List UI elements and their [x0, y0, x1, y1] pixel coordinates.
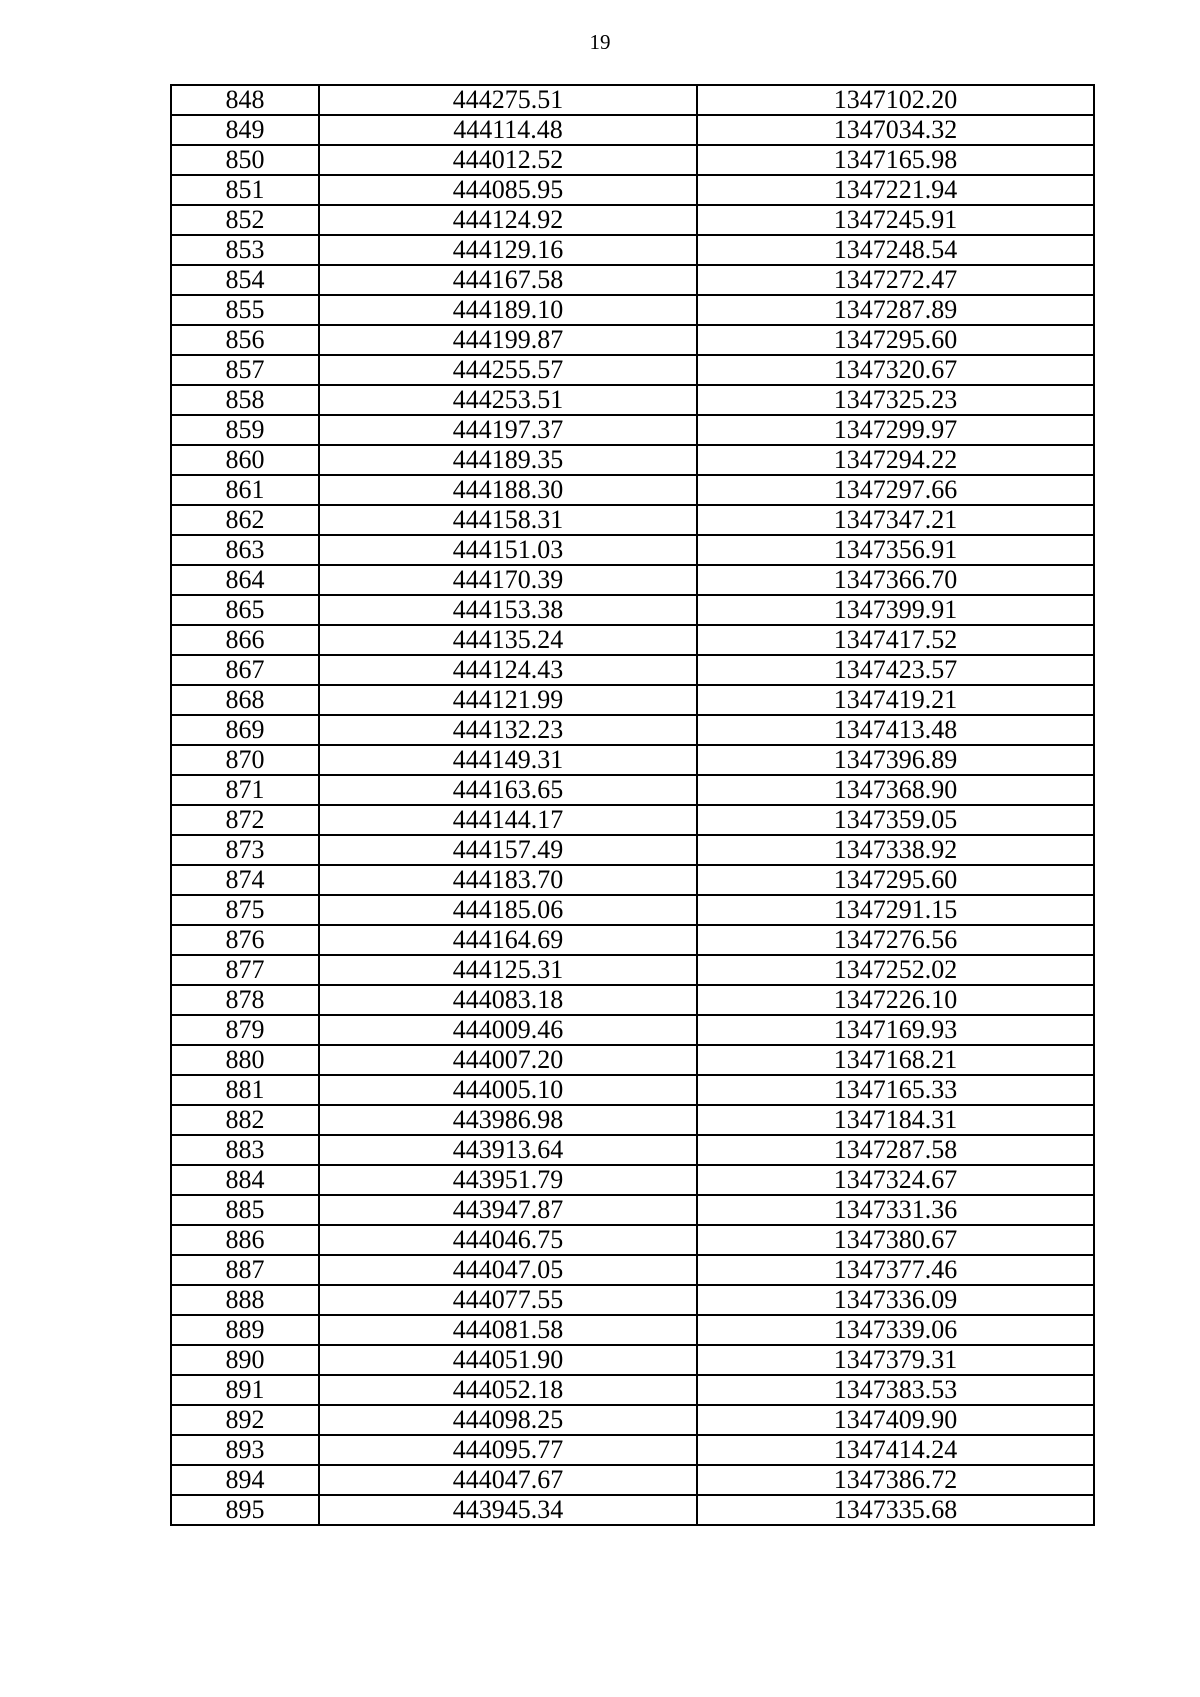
- point-number-cell: 880: [171, 1045, 319, 1075]
- x-coordinate-cell: 444197.37: [319, 415, 697, 445]
- point-number-cell: 854: [171, 265, 319, 295]
- y-coordinate-cell: 1347252.02: [697, 955, 1094, 985]
- point-number-cell: 889: [171, 1315, 319, 1345]
- table-row: [171, 295, 1094, 325]
- x-coordinate-cell: 444081.58: [319, 1315, 697, 1345]
- x-coordinate-cell: 444124.43: [319, 655, 697, 685]
- table-row: [171, 505, 1094, 535]
- x-coordinate-cell: 444149.31: [319, 745, 697, 775]
- y-coordinate-cell: 1347417.52: [697, 625, 1094, 655]
- point-number-cell: 869: [171, 715, 319, 745]
- x-coordinate-cell: 444083.18: [319, 985, 697, 1015]
- x-coordinate-cell: 444114.48: [319, 115, 697, 145]
- x-coordinate-cell: 444132.23: [319, 715, 697, 745]
- y-coordinate-cell: 1347336.09: [697, 1285, 1094, 1315]
- x-coordinate-cell: 444158.31: [319, 505, 697, 535]
- table-row: [171, 85, 1094, 115]
- y-coordinate-cell: 1347423.57: [697, 655, 1094, 685]
- point-number-cell: 874: [171, 865, 319, 895]
- table-row: [171, 355, 1094, 385]
- x-coordinate-cell: 444189.10: [319, 295, 697, 325]
- x-coordinate-cell: 444077.55: [319, 1285, 697, 1315]
- point-number-cell: 886: [171, 1225, 319, 1255]
- x-coordinate-cell: 444275.51: [319, 85, 697, 115]
- point-number-cell: 891: [171, 1375, 319, 1405]
- point-number-cell: 887: [171, 1255, 319, 1285]
- point-number-cell: 859: [171, 415, 319, 445]
- table-row: [171, 715, 1094, 745]
- point-number-cell: 863: [171, 535, 319, 565]
- point-number-cell: 870: [171, 745, 319, 775]
- point-number-cell: 879: [171, 1015, 319, 1045]
- table-row: [171, 805, 1094, 835]
- point-number-cell: 855: [171, 295, 319, 325]
- point-number-cell: 876: [171, 925, 319, 955]
- y-coordinate-cell: 1347226.10: [697, 985, 1094, 1015]
- point-number-cell: 878: [171, 985, 319, 1015]
- coordinate-table-body: [171, 85, 1094, 1525]
- point-number-cell: 866: [171, 625, 319, 655]
- y-coordinate-cell: 1347386.72: [697, 1465, 1094, 1495]
- table-row: [171, 685, 1094, 715]
- point-number-cell: 852: [171, 205, 319, 235]
- x-coordinate-cell: 444005.10: [319, 1075, 697, 1105]
- table-row: [171, 1375, 1094, 1405]
- point-number-cell: 888: [171, 1285, 319, 1315]
- x-coordinate-cell: 444188.30: [319, 475, 697, 505]
- x-coordinate-cell: 444144.17: [319, 805, 697, 835]
- point-number-cell: 872: [171, 805, 319, 835]
- table-row: [171, 1225, 1094, 1255]
- table-row: [171, 415, 1094, 445]
- table-row: [171, 595, 1094, 625]
- point-number-cell: 853: [171, 235, 319, 265]
- table-row: [171, 175, 1094, 205]
- x-coordinate-cell: 444163.65: [319, 775, 697, 805]
- point-number-cell: 865: [171, 595, 319, 625]
- point-number-cell: 890: [171, 1345, 319, 1375]
- table-row: [171, 1285, 1094, 1315]
- table-row: [171, 1045, 1094, 1075]
- x-coordinate-cell: 444047.05: [319, 1255, 697, 1285]
- table-row: [171, 1495, 1094, 1525]
- table-row: [171, 115, 1094, 145]
- y-coordinate-cell: 1347419.21: [697, 685, 1094, 715]
- x-coordinate-cell: 444009.46: [319, 1015, 697, 1045]
- y-coordinate-cell: 1347413.48: [697, 715, 1094, 745]
- table-row: [171, 1075, 1094, 1105]
- y-coordinate-cell: 1347102.20: [697, 85, 1094, 115]
- x-coordinate-cell: 444183.70: [319, 865, 697, 895]
- point-number-cell: 856: [171, 325, 319, 355]
- table-row: [171, 235, 1094, 265]
- page-number: 19: [589, 30, 611, 54]
- x-coordinate-cell: 444253.51: [319, 385, 697, 415]
- table-row: [171, 1135, 1094, 1165]
- table-row: [171, 565, 1094, 595]
- x-coordinate-cell: 444135.24: [319, 625, 697, 655]
- x-coordinate-cell: 444121.99: [319, 685, 697, 715]
- table-row: [171, 1345, 1094, 1375]
- y-coordinate-cell: 1347299.97: [697, 415, 1094, 445]
- point-number-cell: 883: [171, 1135, 319, 1165]
- x-coordinate-cell: 444098.25: [319, 1405, 697, 1435]
- y-coordinate-cell: 1347294.22: [697, 445, 1094, 475]
- y-coordinate-cell: 1347377.46: [697, 1255, 1094, 1285]
- point-number-cell: 875: [171, 895, 319, 925]
- point-number-cell: 884: [171, 1165, 319, 1195]
- x-coordinate-cell: 444047.67: [319, 1465, 697, 1495]
- x-coordinate-cell: 444007.20: [319, 1045, 697, 1075]
- point-number-cell: 850: [171, 145, 319, 175]
- x-coordinate-cell: 443945.34: [319, 1495, 697, 1525]
- point-number-cell: 848: [171, 85, 319, 115]
- table-row: [171, 1435, 1094, 1465]
- x-coordinate-cell: 444129.16: [319, 235, 697, 265]
- y-coordinate-cell: 1347366.70: [697, 565, 1094, 595]
- table-row: [171, 625, 1094, 655]
- y-coordinate-cell: 1347414.24: [697, 1435, 1094, 1465]
- y-coordinate-cell: 1347295.60: [697, 865, 1094, 895]
- y-coordinate-cell: 1347297.66: [697, 475, 1094, 505]
- x-coordinate-cell: 444085.95: [319, 175, 697, 205]
- table-row: [171, 1315, 1094, 1345]
- x-coordinate-cell: 444012.52: [319, 145, 697, 175]
- table-row: [171, 1465, 1094, 1495]
- table-row: [171, 1255, 1094, 1285]
- table-row: [171, 1165, 1094, 1195]
- y-coordinate-cell: 1347165.33: [697, 1075, 1094, 1105]
- y-coordinate-cell: 1347383.53: [697, 1375, 1094, 1405]
- table-row: [171, 265, 1094, 295]
- y-coordinate-cell: 1347399.91: [697, 595, 1094, 625]
- table-row: [171, 865, 1094, 895]
- point-number-cell: 861: [171, 475, 319, 505]
- point-number-cell: 892: [171, 1405, 319, 1435]
- point-number-cell: 877: [171, 955, 319, 985]
- table-row: [171, 1195, 1094, 1225]
- x-coordinate-cell: 443986.98: [319, 1105, 697, 1135]
- y-coordinate-cell: 1347248.54: [697, 235, 1094, 265]
- y-coordinate-cell: 1347396.89: [697, 745, 1094, 775]
- y-coordinate-cell: 1347347.21: [697, 505, 1094, 535]
- y-coordinate-cell: 1347324.67: [697, 1165, 1094, 1195]
- point-number-cell: 881: [171, 1075, 319, 1105]
- x-coordinate-cell: 443913.64: [319, 1135, 697, 1165]
- point-number-cell: 894: [171, 1465, 319, 1495]
- y-coordinate-cell: 1347295.60: [697, 325, 1094, 355]
- x-coordinate-cell: 444167.58: [319, 265, 697, 295]
- point-number-cell: 858: [171, 385, 319, 415]
- point-number-cell: 849: [171, 115, 319, 145]
- table-row: [171, 1015, 1094, 1045]
- y-coordinate-cell: 1347325.23: [697, 385, 1094, 415]
- table-row: [171, 745, 1094, 775]
- y-coordinate-cell: 1347169.93: [697, 1015, 1094, 1045]
- table-row: [171, 895, 1094, 925]
- point-number-cell: 882: [171, 1105, 319, 1135]
- table-row: [171, 535, 1094, 565]
- point-number-cell: 860: [171, 445, 319, 475]
- x-coordinate-cell: 443947.87: [319, 1195, 697, 1225]
- point-number-cell: 867: [171, 655, 319, 685]
- point-number-cell: 851: [171, 175, 319, 205]
- x-coordinate-cell: 444051.90: [319, 1345, 697, 1375]
- table-row: [171, 655, 1094, 685]
- y-coordinate-cell: 1347331.36: [697, 1195, 1094, 1225]
- point-number-cell: 871: [171, 775, 319, 805]
- x-coordinate-cell: 444199.87: [319, 325, 697, 355]
- coordinate-table: [170, 84, 1095, 1526]
- x-coordinate-cell: 444164.69: [319, 925, 697, 955]
- table-row: [171, 445, 1094, 475]
- y-coordinate-cell: 1347165.98: [697, 145, 1094, 175]
- y-coordinate-cell: 1347276.56: [697, 925, 1094, 955]
- table-row: [171, 385, 1094, 415]
- point-number-cell: 864: [171, 565, 319, 595]
- point-number-cell: 862: [171, 505, 319, 535]
- point-number-cell: 895: [171, 1495, 319, 1525]
- x-coordinate-cell: 444157.49: [319, 835, 697, 865]
- y-coordinate-cell: 1347272.47: [697, 265, 1094, 295]
- point-number-cell: 857: [171, 355, 319, 385]
- table-row: [171, 985, 1094, 1015]
- x-coordinate-cell: 444185.06: [319, 895, 697, 925]
- table-row: [171, 325, 1094, 355]
- table-row: [171, 145, 1094, 175]
- x-coordinate-cell: 444170.39: [319, 565, 697, 595]
- x-coordinate-cell: 443951.79: [319, 1165, 697, 1195]
- table-row: [171, 1105, 1094, 1135]
- point-number-cell: 873: [171, 835, 319, 865]
- table-row: [171, 925, 1094, 955]
- y-coordinate-cell: 1347221.94: [697, 175, 1094, 205]
- y-coordinate-cell: 1347320.67: [697, 355, 1094, 385]
- x-coordinate-cell: 444255.57: [319, 355, 697, 385]
- y-coordinate-cell: 1347245.91: [697, 205, 1094, 235]
- x-coordinate-cell: 444125.31: [319, 955, 697, 985]
- y-coordinate-cell: 1347287.58: [697, 1135, 1094, 1165]
- table-row: [171, 475, 1094, 505]
- x-coordinate-cell: 444095.77: [319, 1435, 697, 1465]
- y-coordinate-cell: 1347339.06: [697, 1315, 1094, 1345]
- y-coordinate-cell: 1347380.67: [697, 1225, 1094, 1255]
- point-number-cell: 868: [171, 685, 319, 715]
- x-coordinate-cell: 444151.03: [319, 535, 697, 565]
- y-coordinate-cell: 1347356.91: [697, 535, 1094, 565]
- y-coordinate-cell: 1347409.90: [697, 1405, 1094, 1435]
- x-coordinate-cell: 444153.38: [319, 595, 697, 625]
- point-number-cell: 893: [171, 1435, 319, 1465]
- point-number-cell: 885: [171, 1195, 319, 1225]
- y-coordinate-cell: 1347368.90: [697, 775, 1094, 805]
- y-coordinate-cell: 1347291.15: [697, 895, 1094, 925]
- x-coordinate-cell: 444124.92: [319, 205, 697, 235]
- y-coordinate-cell: 1347184.31: [697, 1105, 1094, 1135]
- y-coordinate-cell: 1347034.32: [697, 115, 1094, 145]
- table-row: [171, 775, 1094, 805]
- y-coordinate-cell: 1347379.31: [697, 1345, 1094, 1375]
- table-row: [171, 955, 1094, 985]
- y-coordinate-cell: 1347168.21: [697, 1045, 1094, 1075]
- table-row: [171, 835, 1094, 865]
- y-coordinate-cell: 1347359.05: [697, 805, 1094, 835]
- x-coordinate-cell: 444189.35: [319, 445, 697, 475]
- table-row: [171, 1405, 1094, 1435]
- x-coordinate-cell: 444052.18: [319, 1375, 697, 1405]
- y-coordinate-cell: 1347335.68: [697, 1495, 1094, 1525]
- table-row: [171, 205, 1094, 235]
- y-coordinate-cell: 1347338.92: [697, 835, 1094, 865]
- y-coordinate-cell: 1347287.89: [697, 295, 1094, 325]
- x-coordinate-cell: 444046.75: [319, 1225, 697, 1255]
